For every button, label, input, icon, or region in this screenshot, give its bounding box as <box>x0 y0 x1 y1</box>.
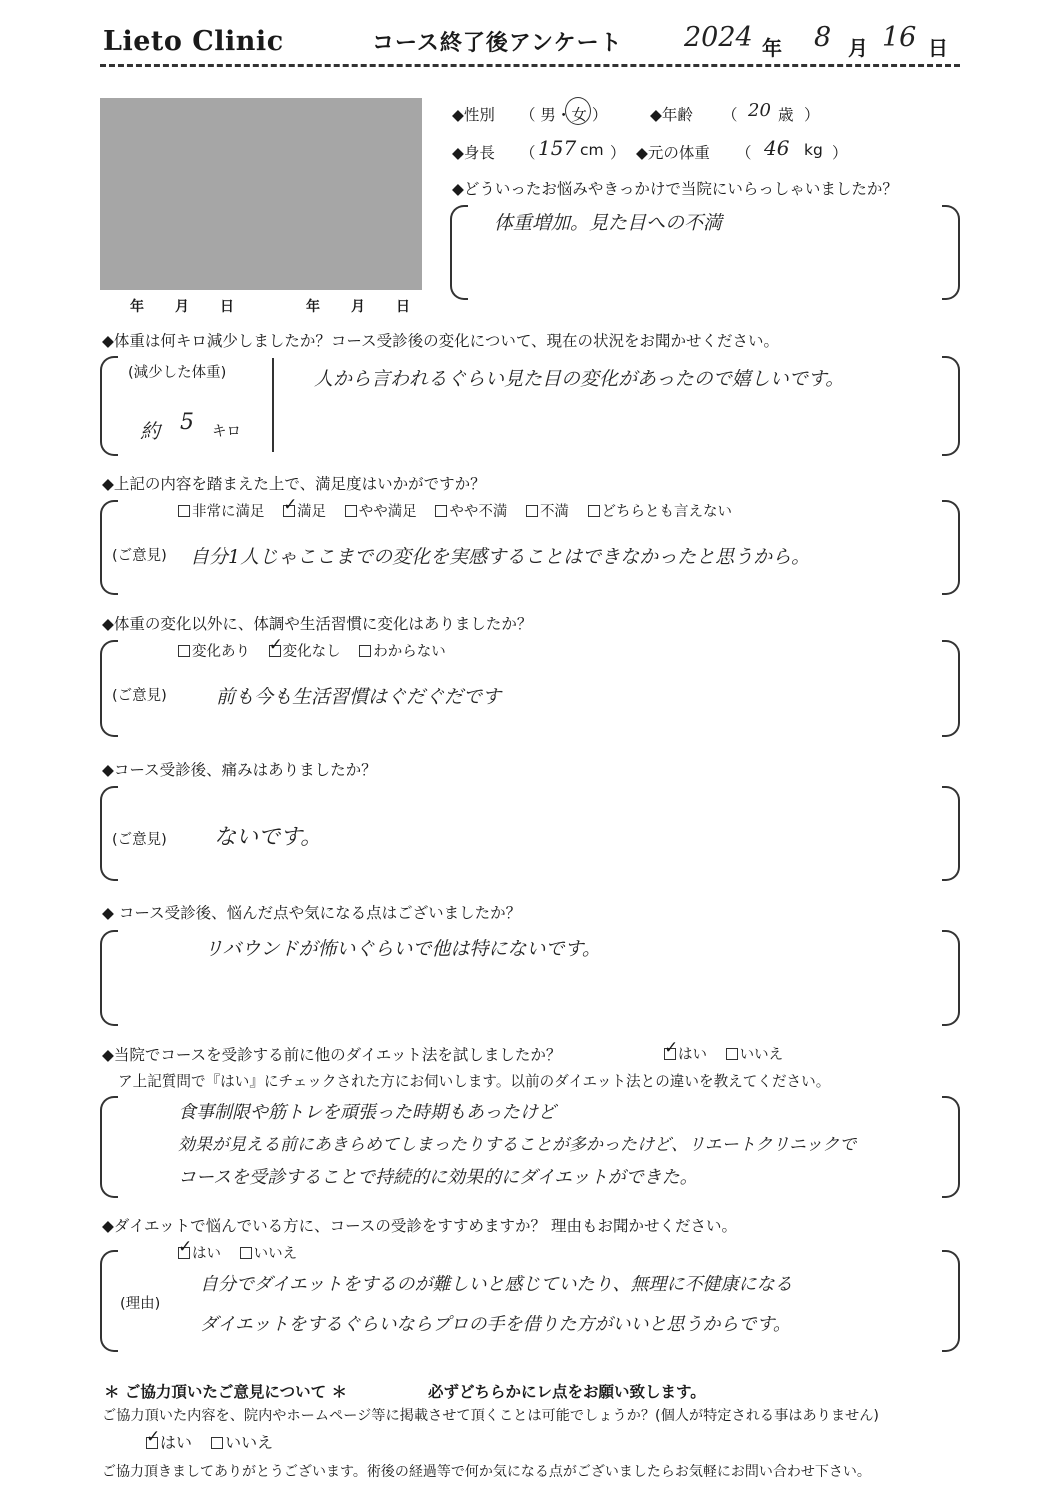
clinic-logo: Lieto Clinic <box>103 26 284 57</box>
coop-option[interactable]: ✓はい <box>146 1433 192 1452</box>
q6-answer-line: 効果が見える前にあきらめてしまったりすることが多かったけど、リエートクリニックで <box>178 1135 857 1155</box>
q7-checkbox[interactable] <box>240 1247 252 1259</box>
q6-option[interactable]: ✓ はい <box>664 1047 707 1063</box>
q6-options <box>664 1043 797 1064</box>
q5-comment: リバウンドが怖いぐらいで他は特にないです。 <box>204 938 601 960</box>
date-month: 8 <box>814 22 832 53</box>
height-unit: cm <box>580 141 604 159</box>
q6-option[interactable]: いいえ <box>726 1047 784 1063</box>
gender-circle-mark <box>565 97 591 125</box>
coop-checkbox[interactable] <box>211 1437 223 1449</box>
q2-option[interactable]: どちらとも言えない <box>588 504 733 520</box>
date-day: 16 <box>882 22 917 53</box>
q1-label: (減少した体重) <box>128 365 227 381</box>
q1-amount-unit: キロ <box>212 424 241 440</box>
weight-unit: kg <box>804 141 823 159</box>
q2-option[interactable]: 非常に満足 <box>178 504 265 520</box>
q5-bracket-right <box>942 930 960 1026</box>
survey-title: コース終了後アンケート <box>372 31 623 56</box>
q7-option[interactable]: いいえ <box>240 1246 298 1262</box>
q7-checkbox-checked[interactable] <box>178 1247 190 1259</box>
q7-bracket-right <box>942 1250 960 1352</box>
q1-divider <box>272 358 274 452</box>
q3-checkbox-checked[interactable] <box>269 645 281 657</box>
gender-label: ◆性別 <box>452 106 495 124</box>
coop-question: ご協力頂いた内容を、院内やホームページ等に掲載させて頂くことは可能でしょうか？(個人が特定される事はありません) <box>102 1408 879 1424</box>
q3-options <box>178 640 460 661</box>
before-after-photo-redacted <box>100 98 422 290</box>
height-value: 157 <box>538 136 577 160</box>
q2-comment: 自分1人じゃここまでの変化を実感することはできなかったと思うから。 <box>190 546 811 568</box>
q4-bracket-right <box>942 786 960 881</box>
q7-option[interactable]: ✓はい <box>178 1246 221 1262</box>
date-year: 2024 <box>684 22 753 53</box>
q3-checkbox[interactable] <box>178 645 190 657</box>
reason-bracket-right <box>942 205 960 300</box>
q6-sub-question: ア上記質問で『はい』にチェックされた方にお伺いします。以前のダイエット法との違いを教えてください。 <box>118 1073 831 1090</box>
date-year-unit: 年 <box>762 36 782 60</box>
q2-checkbox[interactable] <box>435 505 447 517</box>
q2-checkbox[interactable] <box>526 505 538 517</box>
q2-option[interactable]: やや不満 <box>435 504 507 520</box>
q7-reason-label: (理由) <box>120 1296 161 1312</box>
q3-checkbox[interactable] <box>359 645 371 657</box>
coop-title: ＊ ご協力頂いたご意見について ＊ <box>104 1383 347 1401</box>
header-divider <box>100 64 960 67</box>
coop-options <box>146 1430 287 1453</box>
weight-open-paren: （ <box>736 144 752 162</box>
q1-amount-value: 5 <box>180 410 194 435</box>
q2-checkbox-checked[interactable] <box>283 505 295 517</box>
q2-checkbox[interactable] <box>588 505 600 517</box>
q3-option[interactable]: 変化あり <box>178 644 250 660</box>
q6-answer-line: 食事制限や筋トレを頑張った時期もあったけど <box>178 1102 556 1123</box>
q1-amount-prefix: 約 <box>140 419 160 443</box>
weight-close-paren: ） <box>832 144 848 162</box>
height-label: ◆身長 <box>452 144 495 162</box>
q3-comment: 前も今も生活習慣はぐだぐだです <box>216 686 502 708</box>
must-check-note: 必ずどちらかにレ点をお願い致します。 <box>428 1383 706 1401</box>
q7-question: ◆ダイエットで悩んでいる方に、コースの受診をすすめますか？ 理由もお聞かせください。 <box>102 1217 737 1235</box>
q3-question: ◆体重の変化以外に、体調や生活習慣に変化はありましたか？ <box>102 615 533 633</box>
q7-answer-line: ダイエットをするぐらいならプロの手を借りた方がいいと思うからです。 <box>200 1314 791 1335</box>
q3-comment-label: (ご意見) <box>112 688 167 704</box>
q6-checkbox[interactable] <box>726 1048 738 1060</box>
weight-label: ◆元の体重 <box>636 144 710 162</box>
q2-option[interactable]: やや満足 <box>345 504 417 520</box>
height-open-paren: （ <box>520 144 536 162</box>
height-close-paren: ） <box>610 144 626 162</box>
q6-question: ◆当院でコースを受診する前に他のダイエット法を試しましたか？ <box>102 1046 562 1064</box>
q6-bracket-left <box>100 1096 118 1198</box>
age-open-paren: （ <box>722 106 738 124</box>
q7-bracket-left <box>100 1250 118 1352</box>
q1-question: ◆体重は何キロ減少しましたか？コース受診後の変化について、現在の状況をお聞かせください。 <box>102 332 780 350</box>
age-unit: 歳 <box>778 106 794 124</box>
q2-option[interactable]: ✓ 満足 <box>283 504 326 520</box>
photo-date-left: 年 月 日 <box>130 299 235 315</box>
q2-checkbox[interactable] <box>345 505 357 517</box>
q3-option[interactable]: わからない <box>359 644 446 660</box>
q3-option[interactable]: ✓ 変化なし <box>269 644 341 660</box>
q2-option[interactable]: 不満 <box>526 504 569 520</box>
q5-question: ◆ コース受診後、悩んだ点や気になる点はございましたか？ <box>102 904 522 922</box>
q6-bracket-right <box>942 1096 960 1198</box>
q4-comment-label: (ご意見) <box>112 832 167 848</box>
q6-checkbox-checked[interactable] <box>664 1048 676 1060</box>
date-day-unit: 日 <box>928 36 948 60</box>
q7-options <box>178 1242 311 1263</box>
gender-value: （ 男・女 ） <box>520 106 608 124</box>
weight-value: 46 <box>764 136 790 160</box>
q2-question: ◆上記の内容を踏まえた上で、満足度はいかがですか？ <box>102 475 486 493</box>
q2-options <box>178 500 746 521</box>
reason-bracket-left <box>450 205 468 300</box>
age-close-paren: ） <box>804 106 820 124</box>
q1-bracket-right <box>942 356 960 456</box>
q6-answer-line: コースを受診することで持続的に効果的にダイエットができた。 <box>178 1167 698 1188</box>
coop-checkbox-checked[interactable] <box>146 1437 158 1449</box>
q1-bracket-left <box>100 356 118 456</box>
age-value: 20 <box>748 100 771 121</box>
age-label: ◆年齢 <box>650 106 693 124</box>
q3-bracket-right <box>942 640 960 737</box>
photo-date-right: 年 月 日 <box>306 299 411 315</box>
date-month-unit: 月 <box>848 36 868 60</box>
q2-bracket-right <box>942 500 960 595</box>
reason-answer: 体重増加。見た目への不満 <box>494 212 723 234</box>
q7-answer-line: 自分でダイエットをするのが難しいと感じていたり、無理に不健康になる <box>200 1274 793 1295</box>
q4-question: ◆コース受診後、痛みはありましたか？ <box>102 761 377 779</box>
q5-bracket-left <box>100 930 118 1026</box>
q2-checkbox[interactable] <box>178 505 190 517</box>
reason-question: ◆どういったお悩みやきっかけで当院にいらっしゃいましたか？ <box>452 180 898 198</box>
q2-comment-label: (ご意見) <box>112 548 167 564</box>
thanks-note: ご協力頂きましてありがとうございます。術後の経過等で何か気になる点がございましたらお気軽にお問い合わせ下さい。 <box>102 1464 871 1480</box>
q4-comment: ないです。 <box>214 825 323 850</box>
q1-answer: 人から言われるぐらい見た目の変化があったので嬉しいです。 <box>314 368 845 390</box>
coop-option[interactable]: いいえ <box>211 1433 273 1452</box>
